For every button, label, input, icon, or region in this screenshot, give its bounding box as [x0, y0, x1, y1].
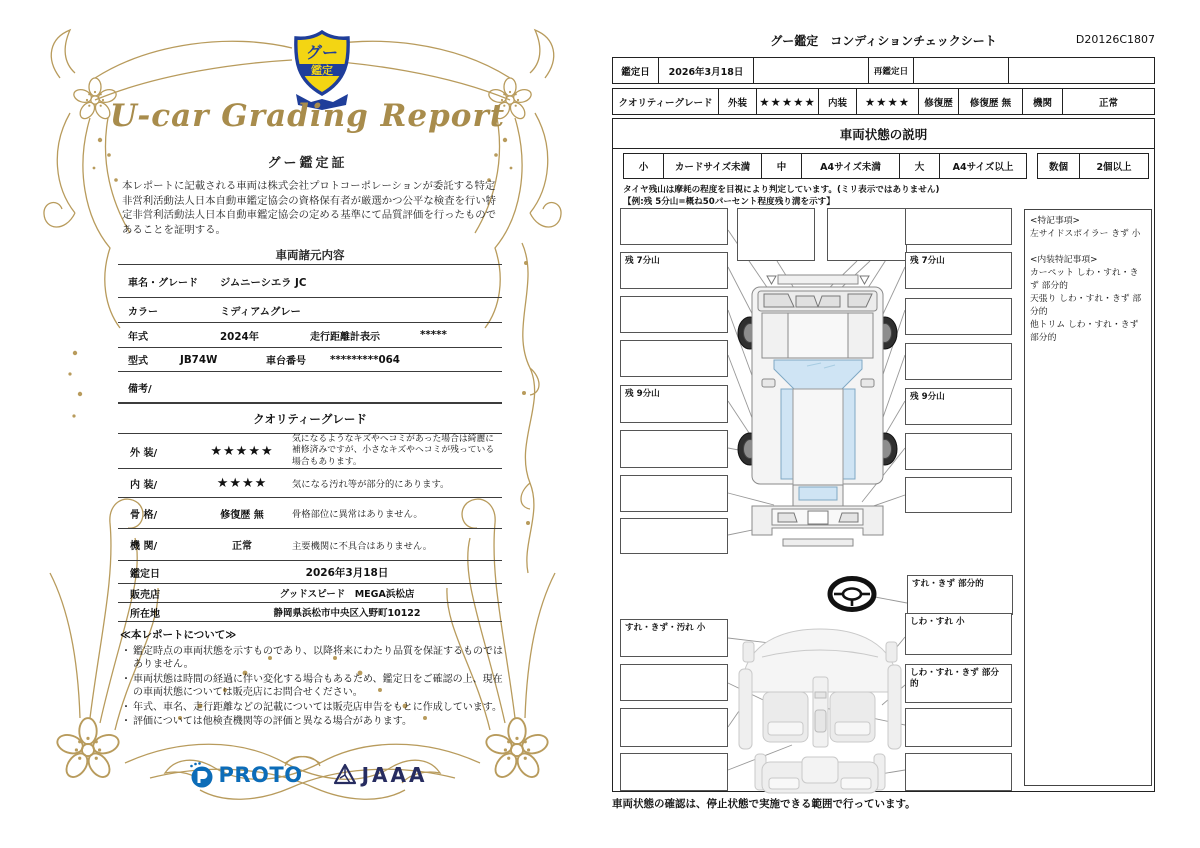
spec-row-name	[118, 264, 502, 297]
sheet-title: グー鑑定 コンディションチェックシート	[770, 34, 997, 48]
re-appraisal-date-label: 再鑑定日	[869, 58, 914, 83]
about-item: ・ 鑑定時点の車両状態を示すものであり、以降将来にわたり品質を保証するものではありません。	[120, 645, 512, 672]
grade-engine-label: 機 関/	[130, 541, 158, 552]
int-right-box-3	[905, 708, 1012, 747]
sheet-header	[612, 32, 1155, 50]
appraisal-date-value: 2026年3月18日	[305, 566, 389, 579]
vehicle-spec-table	[118, 264, 502, 403]
grade-row-engine	[118, 528, 502, 560]
ext-top-box-2	[827, 208, 907, 261]
ext-right-box-3	[905, 298, 1012, 335]
condition-title: 車両状態の説明	[613, 119, 1154, 149]
proto-logo-text: PROTO	[218, 763, 303, 787]
proto-logo	[188, 762, 303, 788]
remarks-title-1: <特記事項>	[1030, 216, 1080, 226]
remarks-line: 他トリム しわ・すれ・きず 部分的	[1030, 320, 1139, 343]
spec-odo-label: 走行距離計表示	[310, 331, 380, 343]
tire-note-1: タイヤ残山は摩耗の程度を目視により判定しています。(ミリ表示ではありません)	[623, 185, 940, 195]
size-legend-table	[623, 153, 1027, 179]
ext-left-box-7	[620, 475, 728, 512]
certificate-title: U-car Grading Report	[109, 98, 506, 134]
grade-interior-label: 内 装/	[130, 479, 158, 491]
about-title: ≪本レポートについて≫	[120, 629, 237, 641]
size-small-value: カードサイズ未満	[664, 154, 762, 178]
int-left-box-1-dashboard: すれ・きず・汚れ 小	[620, 619, 728, 657]
int-left-box-2	[620, 664, 728, 701]
badge-text-goo: グー	[305, 43, 339, 62]
about-item: ・ 年式、車名、走行距離などの記載については販売店申告をもとに作成しています。	[120, 701, 512, 714]
location-label: 所在地	[130, 608, 160, 620]
re-appraisal-date-value	[914, 58, 1009, 83]
grade-section-title: クオリティーグレード	[118, 403, 502, 433]
remarks-line: カーペット しわ・すれ・きず 部分的	[1030, 268, 1139, 291]
sheet-engine-label: 機関	[1023, 89, 1063, 114]
sheet-date-value: 2026年3月18日	[659, 58, 754, 83]
interior-drawing	[739, 629, 901, 793]
int-right-box-2-door-trim: しわ・すれ・きず 部分的	[905, 664, 1012, 703]
grade-exterior-label: 外 装/	[130, 447, 158, 459]
spec-vin-label: 車台番号	[266, 356, 306, 367]
appraisal-date-table	[612, 57, 1155, 84]
count-label: 数個	[1038, 154, 1080, 178]
proto-icon	[188, 762, 214, 788]
sheet-interior-label: 内装	[819, 89, 857, 114]
ext-right-box-1	[905, 208, 1012, 245]
sheet-date-empty-cell	[754, 58, 869, 83]
grade-frame-desc: 骨格部位に異常はありません。	[292, 509, 423, 520]
ext-left-box-6	[620, 430, 728, 468]
sheet-repair-value: 修復歴 無	[959, 89, 1023, 114]
ext-left-box-3	[620, 296, 728, 333]
count-value: 2個以上	[1096, 162, 1132, 173]
spec-row-note	[118, 371, 502, 403]
spec-color-value: ミディアムグレー	[220, 305, 301, 318]
sheet-footer-note: 車両状態の確認は、停止状態で実施できる範囲で行っています。	[612, 798, 916, 810]
size-large-value: A4サイズ以上	[952, 162, 1014, 173]
ext-left-box-5-rear-left-tire: 残 9分山	[620, 385, 728, 423]
ext-right-box-5-rear-right-tire: 残 9分山	[905, 388, 1012, 425]
tire-note-2: 【例:残 5分山=概ね50パーセント程度残り溝を示す】	[623, 197, 835, 207]
appraisal-date-label: 鑑定日	[130, 568, 160, 580]
grade-exterior-desc: 気になるようなキズやヘコミがあった場合は綺麗に補修済みですが、小さなキズやヘコミが残っている場合もあります。	[292, 433, 495, 467]
certificate-intro-text: 本レポートに記載される車両は株式会社プロトコーポレーションが委託する特定非営利活動法人日本自動車鑑定協会の資格保有者が厳選かつ公平な検査を行い特定非営利活動法人日本自動車鑑定協会の定める基準にて品質評価を行ったものであることを証明する。	[122, 180, 497, 236]
jaaa-icon	[333, 763, 357, 787]
ext-right-box-7	[905, 477, 1012, 513]
about-report-notes	[120, 627, 512, 729]
sheet-interior-stars: ★★★★	[857, 89, 919, 114]
count-legend-table	[1037, 153, 1149, 179]
spec-note-label: 備考/	[128, 383, 152, 395]
spec-vin-value: *********064	[330, 353, 400, 366]
grade-row-exterior	[118, 433, 502, 468]
ext-left-box-4	[620, 340, 728, 377]
steering-wheel-icon	[830, 579, 874, 610]
sheet-repair-label: 修復歴	[919, 89, 959, 114]
ext-right-box-6	[905, 433, 1012, 470]
grade-row-date	[118, 560, 502, 583]
sheet-engine-value: 正常	[1098, 97, 1118, 109]
ext-right-box-2-front-right-tire: 残 7分山	[905, 252, 1012, 289]
ext-left-box-2-front-left-tire: 残 7分山	[620, 252, 728, 289]
ext-left-box-1	[620, 208, 728, 245]
ext-top-box-1	[737, 208, 815, 261]
badge-text-kantei: 鑑定	[311, 64, 333, 77]
sheet-exterior-label: 外装	[719, 89, 757, 114]
car-top-view-drawing	[738, 275, 897, 546]
spec-row-model	[118, 347, 502, 371]
steering-wheel-box: すれ・きず 部分的	[907, 575, 1013, 615]
location-value: 静岡県浜松市中央区入野町10122	[273, 608, 421, 619]
spec-row-year	[118, 322, 502, 347]
size-large-label: 大	[900, 154, 940, 178]
remarks-line-1: 左サイドスポイラー きず 小	[1030, 229, 1141, 239]
spec-year-value: 2024年	[220, 330, 259, 343]
dealer-value: グッドスピード MEGA浜松店	[279, 589, 415, 600]
sheet-date-label: 鑑定日	[613, 58, 659, 83]
sheet-date-empty-cell2	[1009, 58, 1154, 83]
grade-row-frame	[118, 497, 502, 528]
grade-interior-desc: 気になる汚れ等が部分的にあります。	[292, 479, 450, 490]
int-left-box-3	[620, 708, 728, 747]
dealer-label: 販売店	[130, 589, 160, 601]
spec-section-title: 車両諸元内容	[275, 248, 345, 262]
ext-right-box-4	[905, 343, 1012, 380]
grade-frame-value: 修復歴 無	[220, 509, 264, 521]
int-left-box-4	[620, 753, 728, 791]
document-id: D20126C1807	[1075, 33, 1155, 46]
remarks-title-2: <内装特記事項>	[1030, 255, 1098, 265]
spec-name-label: 車名・グレード	[128, 277, 198, 289]
about-item: ・ 車両状態は時間の経過に伴い変化する場合もあるため、鑑定日をご確認の上、現在の車両状態については販売店にお問合せください。	[120, 673, 512, 700]
certificate-subtitle: グー鑑定証	[267, 156, 348, 171]
int-right-box-4	[905, 753, 1012, 791]
sheet-grade-title: クオリティーグレード	[613, 89, 719, 114]
grade-row-location	[118, 602, 502, 622]
about-item: ・ 評価については他検査機関等の評価と異なる場合があります。	[120, 715, 512, 728]
sheet-grade-table	[612, 88, 1155, 115]
grade-engine-value: 正常	[232, 541, 252, 552]
sheet-exterior-stars: ★★★★★	[757, 89, 819, 114]
grade-row-interior	[118, 468, 502, 497]
int-right-box-1-seat: しわ・すれ 小	[905, 613, 1012, 655]
size-small-label: 小	[624, 154, 664, 178]
quality-grade-table	[118, 403, 502, 622]
spec-name-value: ジムニーシエラ JC	[220, 276, 307, 289]
spec-model-value: JB74W	[180, 353, 218, 366]
spec-row-color	[118, 297, 502, 322]
spec-model-label: 型式	[128, 356, 148, 367]
grade-exterior-stars: ★★★★★	[210, 443, 274, 459]
grade-interior-stars: ★★★★	[216, 475, 268, 491]
ext-left-box-8	[620, 518, 728, 554]
size-medium-value: A4サイズ未満	[802, 154, 900, 178]
spec-color-label: カラー	[128, 306, 158, 318]
spec-year-label: 年式	[128, 331, 148, 343]
jaaa-logo	[333, 763, 428, 787]
spec-odo-value: *****	[420, 329, 447, 341]
size-medium-label: 中	[762, 154, 802, 178]
jaaa-logo-text: JAAA	[361, 763, 428, 787]
grade-engine-desc: 主要機関に不具合はありません。	[292, 540, 433, 552]
remarks-line: 天張り しわ・すれ・きず 部分的	[1030, 294, 1142, 317]
footer-logos	[55, 762, 560, 788]
grade-frame-label: 骨 格/	[130, 509, 158, 521]
grade-row-dealer	[118, 583, 502, 602]
